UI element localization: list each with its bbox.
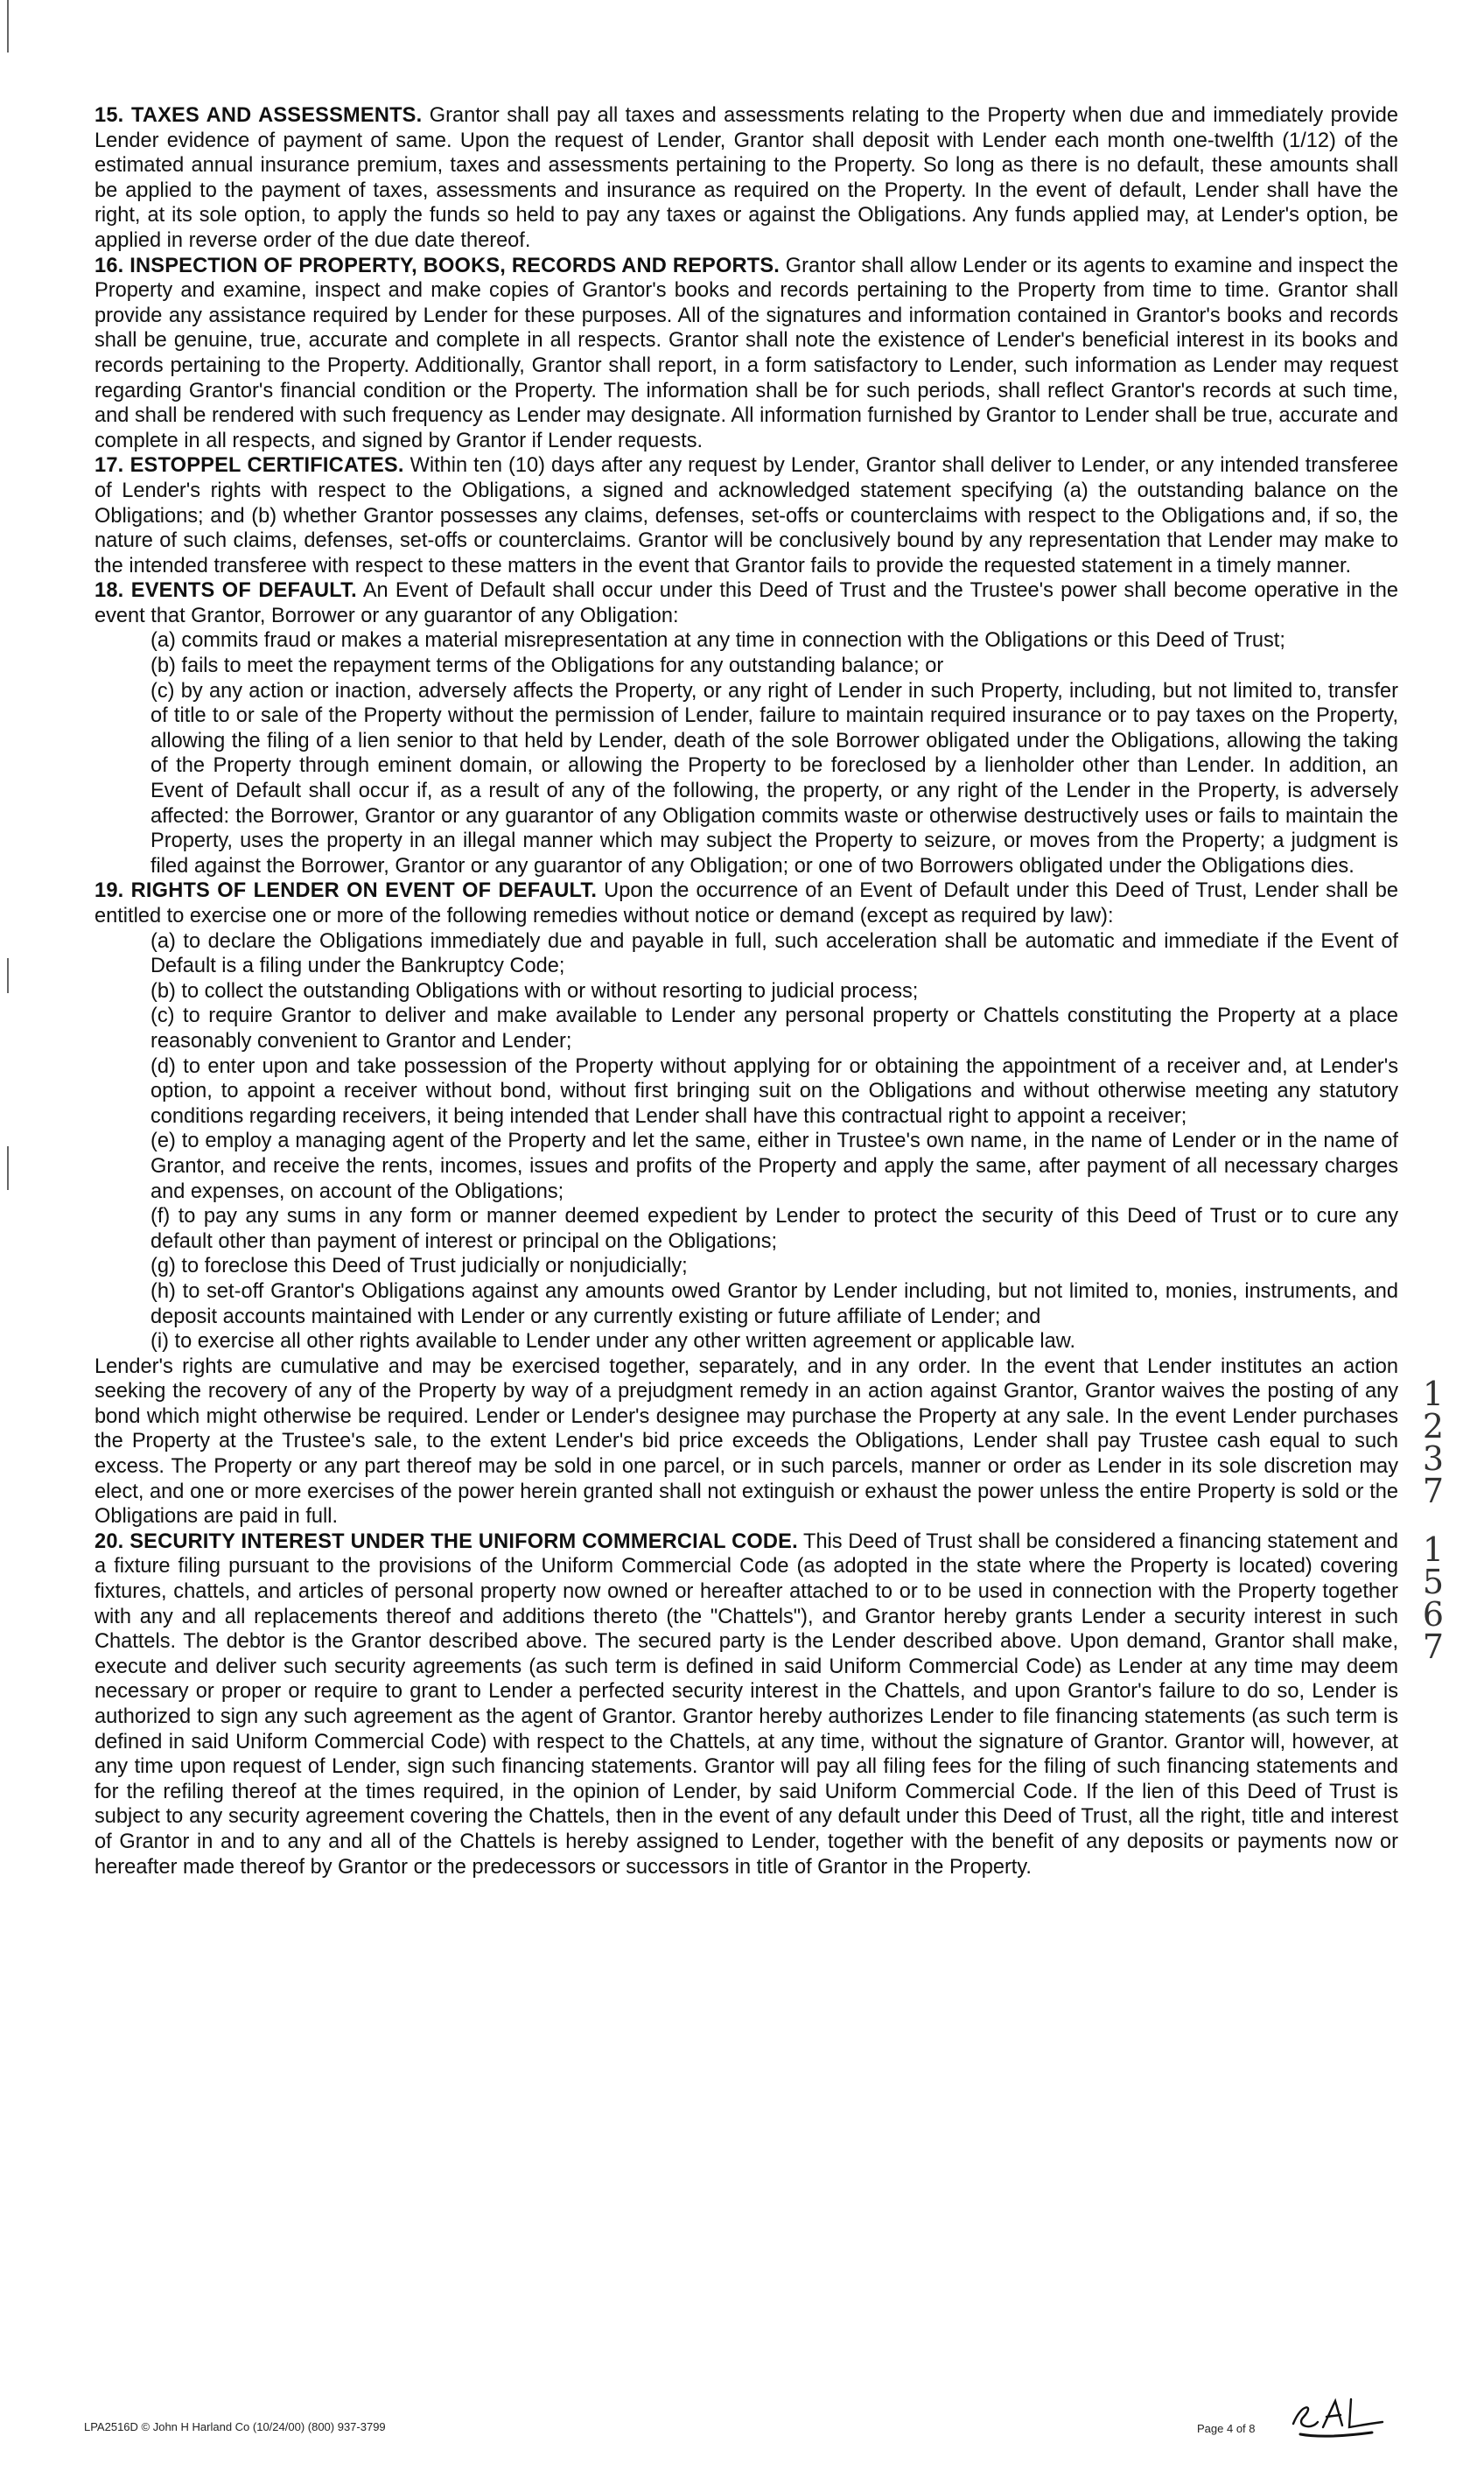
margin-digit: 7 xyxy=(1422,1472,1445,1510)
scan-edge-marks xyxy=(7,0,12,2478)
section-15-heading: 15. TAXES AND ASSESSMENTS. xyxy=(94,104,423,127)
margin-digit: 6 xyxy=(1422,1595,1445,1634)
section-18-item-a: (a) commits fraud or makes a material misrepresentation at any time in connection with the Obligations or this Deed of Trust; xyxy=(150,629,1285,653)
margin-digit: 1 xyxy=(1422,1530,1445,1569)
margin-digit: 3 xyxy=(1422,1439,1445,1478)
section-16-heading: 16. INSPECTION OF PROPERTY, BOOKS, RECORDS AND REPORTS. xyxy=(94,254,780,277)
section-19-item-a: (a) to declare the Obligations immediately due and payable in full, such acceleration shall be automatic and immediate if the Event of Default is a filing under the Bankruptcy Code; xyxy=(150,929,1398,978)
section-19-item-g: (g) to foreclose this Deed of Trust judicially or nonjudicially; xyxy=(150,1255,688,1278)
page-number: Page 4 of 8 xyxy=(1197,2422,1256,2435)
section-18-heading: 18. EVENTS OF DEFAULT. xyxy=(94,579,357,603)
section-17 xyxy=(94,453,1398,578)
section-20-body: This Deed of Trust shall be considered a financing statement and a fixture filing pursuant to the provisions of the Uniform Commercial Code (as adopted in the state where the Property is located) covering fixtures, chattels, and articles of personal property now owned or hereafter attached to or to be used in connection with the Property together with any and all replacements thereof and additions thereto (the "Chattels"), and Grantor hereby grants Lender a security interest in such Chattels. The debtor is the Grantor described above. The secured party is the Lender described above. Upon demand, Grantor shall make, execute and deliver such security agreements (as such term is defined in said Uniform Commercial Code) as Lender at any time may deem necessary or proper or require to grant to Lender a perfected security interest in the Chattels, and upon Grantor's failure to do so, Lender is authorized to sign any such agreement as the agent of Grantor. Grantor hereby authorizes Lender to file financing statements (as such term is defined in said Uniform Commercial Code) with respect to the Chattels, at any time, without the signature of Grantor. Grantor will, however, at any time upon request of Lender, sign such financing statements. Grantor will pay all filing fees for the filing of such financing statements and for the refiling thereof at the times required, in the opinion of Lender, by said Uniform Commercial Code. If the lien of this Deed of Trust is subject to any security agreement covering the Chattels, then in the event of any default under this Deed of Trust, all the right, title and interest of Grantor in and to any and all of the Chattels is hereby assigned to Lender, together with the benefit of any deposits or payments now or hereafter made thereof by Grantor or the predecessors or successors in title of Grantor in the Property. xyxy=(94,1530,1398,1879)
initials-signature xyxy=(1284,2389,1390,2450)
section-19-body: Upon the occurrence of an Event of Default under this Deed of Trust, Lender shall be entitled to exercise one or more of the following remedies without notice or demand (except as required by law): xyxy=(94,879,1398,928)
section-18-item-c: (c) by any action or inaction, adversely affects the Property, or any right of Lender in such Property, including, but not limited to, transfer of title to or sale of the Property without the permission of Lender, failure to maintain required insurance or to pay taxes on the Property, allowing the filing of a lien senior to that held by Lender, death of the sole Borrower obligated under the Obligations, allowing the taking of the Property through eminent domain, or allowing the Property to be foreclosed by a lienholder other than Lender. In addition, an Event of Default shall occur if, as a result of any of the following, the property, or any right of the Lender in the Property, is adversely affected: the Borrower, Grantor or any guarantor of any Obligation commits waste or otherwise destructively uses or fails to maintain the Property, uses the property in an illegal manner which may subject the Property to seizure, or moves from the Property; a judgment is filed against the Borrower, Grantor or any guarantor of any Obligation; or one of two Borrowers obligated under the Obligations dies. xyxy=(150,679,1398,878)
section-19-item-f: (f) to pay any sums in any form or manner deemed expedient by Lender to protect the security of this Deed of Trust or to cure any default other than payment of interest or principal on the Obligations; xyxy=(150,1205,1398,1253)
margin-digit: 7 xyxy=(1422,1628,1445,1666)
section-18 xyxy=(94,578,1398,628)
section-19-heading: 19. RIGHTS OF LENDER ON EVENT OF DEFAULT. xyxy=(94,879,598,903)
section-19-remedies-paragraph: Lender's rights are cumulative and may be exercised together, separately, and in any order. In the event that Lender institutes an action seeking the recovery of any of the Property by way of a prejudgment remedy in an action against Grantor, Grantor waives the posting of any bond which might otherwise be required. Lender or Lender's designee may purchase the Property at any sale. In the event Lender purchases the Property at the Trustee's sale, to the extent Lender's bid price exceeds the Obligations, Lender shall pay Trustee cash equal to such excess. The Property or any part thereof may be sold in one parcel, or in such parcels, manner or order as Lender in its sole discretion may elect, and one or more exercises of the power herein granted shall not extinguish or exhaust the power unless the entire Property is sold or the Obligations are paid in full. xyxy=(94,1354,1398,1529)
section-16 xyxy=(94,254,1398,454)
margin-digit: 2 xyxy=(1422,1407,1445,1446)
section-19-item-i: (i) to exercise all other rights available to Lender under any other written agreement or applicable law. xyxy=(150,1330,1076,1354)
section-20 xyxy=(94,1530,1398,1880)
section-18-item-b: (b) fails to meet the repayment terms of the Obligations for any outstanding balance; or xyxy=(150,654,944,678)
section-19-item-b: (b) to collect the outstanding Obligations with or without resorting to judicial process; xyxy=(150,979,919,1003)
margin-digit: 1 xyxy=(1422,1375,1445,1413)
section-19 xyxy=(94,878,1398,928)
section-16-body: Grantor shall allow Lender or its agents to examine and inspect the Property and examine, inspect and make copies of Grantor's books and records pertaining to the Property from time to time. Grantor shall provide any assistance required by Lender for these purposes. All of the signatures and information contained in Grantor's books and records shall be genuine, true, accurate and complete in all respects. Grantor shall note the existence of Lender's beneficial interest in its books and records pertaining to the Property. Additionally, Grantor shall report, in a form satisfactory to Lender, such information as Lender may request regarding Grantor's financial condition or the Property. The information shall be for such periods, shall reflect Grantor's records at such time, and shall be rendered with such frequency as Lender may designate. All information furnished by Grantor to Lender shall be true, accurate and complete in all respects, and signed by Grantor if Lender requests. xyxy=(94,254,1398,452)
margin-digit: 5 xyxy=(1422,1563,1445,1601)
section-19-item-c: (c) to require Grantor to deliver and make available to Lender any personal property or Chattels constituting the Property at a place reasonably convenient to Grantor and Lender; xyxy=(150,1004,1398,1053)
document-body xyxy=(94,103,1398,1880)
form-identifier: LPA2516D © John H Harland Co (10/24/00) (800) 937-3799 xyxy=(84,2420,386,2433)
section-18-body: An Event of Default shall occur under this Deed of Trust and the Trustee's power shall become operative in the event that Grantor, Borrower or any guarantor of any Obligation: xyxy=(94,579,1398,627)
section-15-body: Grantor shall pay all taxes and assessments relating to the Property when due and immediately provide Lender evidence of payment of same. Upon the request of Lender, Grantor shall deposit with Lender each month one-twelfth (1/12) of the estimated annual insurance premium, taxes and assessments pertaining to the Property. So long as there is no default, these amounts shall be applied to the payment of taxes, assessments and insurance as required on the Property. In the event of default, Lender shall have the right, at its sole option, to apply the funds so held to pay any taxes or against the Obligations. Any funds applied may, at Lender's option, be applied in reverse order of the due date thereof. xyxy=(94,104,1398,252)
section-19-item-e: (e) to employ a managing agent of the Property and let the same, either in Trustee's own name, in the name of Lender or in the name of Grantor, and receive the rents, incomes, issues and profits of the Property and apply the same, after payment of all necessary charges and expenses, on account of the Obligations; xyxy=(150,1130,1398,1203)
recording-number-margin xyxy=(1416,1375,1451,1666)
section-15 xyxy=(94,103,1398,254)
section-19-item-h: (h) to set-off Grantor's Obligations against any amounts owed Grantor by Lender including, but not limited to, monies, instruments, and deposit accounts maintained with Lender or any currently existing or future affiliate of Lender; and xyxy=(150,1279,1398,1328)
section-20-heading: 20. SECURITY INTEREST UNDER THE UNIFORM COMMERCIAL CODE. xyxy=(94,1530,798,1553)
section-19-item-d: (d) to enter upon and take possession of the Property without applying for or obtaining the appointment of a receiver and, at Lender's option, to appoint a receiver without bond, without first bringing suit on the Obligations and without otherwise meeting any statutory conditions regarding receivers, it being intended that Lender shall have this contractual right to appoint a receiver; xyxy=(150,1054,1398,1128)
section-17-heading: 17. ESTOPPEL CERTIFICATES. xyxy=(94,454,404,478)
section-17-body: Within ten (10) days after any request by Lender, Grantor shall deliver to Lender, or any intended transferee of Lender's rights with respect to the Obligations, a signed and acknowledged statement specifying (a) the outstanding balance on the Obligations; and (b) whether Grantor possesses any claims, defenses, set-offs or counterclaims with respect to the Obligations and, if so, the nature of such claims, defenses, set-offs or counterclaims. Grantor will be conclusively bound by any representation that Lender may make to the intended transferee with respect to these matters in the event that Grantor fails to provide the requested statement in a timely manner. xyxy=(94,454,1398,578)
